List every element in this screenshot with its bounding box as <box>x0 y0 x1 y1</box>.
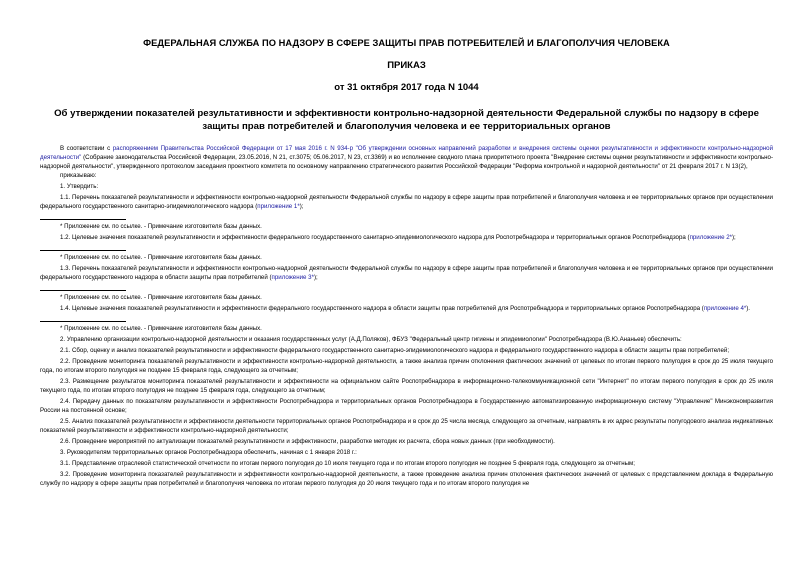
item-3-2: 3.2. Проведение мониторинга показателей результативности и эффективности контрольно-надзорной деятельности, а также проведение анализа причин отклонения фактических значений от целевых с представлением доклада в Федеральную службу по надзору в сфере защиты прав потребителей и благополучия человека по итогам первого полугодия до 20 июля текущего года и по итогам второго полугодия не <box>40 471 773 488</box>
item-1-4-text: 1.4. Целевые значения показателей результативности и эффективности федерального государственного надзора в области защиты прав потребителей для Роспотребнадзора и территориальных органов Роспотребнадзора ( <box>60 304 704 312</box>
appendix-4-link[interactable]: приложение 4* <box>703 304 747 312</box>
footnote-separator <box>40 219 126 220</box>
item-3-1: 3.1. Представление отраслевой статистической отчетности по итогам первого полугодия до 10 июля текущего года и по итогам второго полугодия не позднее 5 февраля года, следующего за отчетным; <box>60 460 635 468</box>
footnote-separator <box>40 321 126 322</box>
item-1-1-text: 1.1. Перечень показателей результативности и эффективности контрольно-надзорной деятельности Федеральной службы по надзору в сфере защиты прав потребителей и благополучия человека и ее территориальных органов при осуществлении федерального государственного санитарно-эпидемиологического надзора ( <box>40 193 773 210</box>
preamble-text-continued: (Собрание законодательства Российской Федерации, 23.05.2016, N 21, ст.3075; 05.06.2017, N 23, ст.3369) и во исполнение сводного плана приоритетного проекта "Внедрение системы оценки результативности и эффективности контрольно-надзорной деятельности", утвержденного протоколом заседания проектного комитета по основному направлению стратегического развития Российской Федерации "Реформа контрольной и надзорной деятельности" от 21 февраля 2017 г. N 13(2), <box>40 153 773 170</box>
document-type: ПРИКАЗ <box>387 60 426 71</box>
preamble-text: В соответствии с <box>60 145 113 152</box>
footnote: * Приложение см. по ссылке. - Примечание изготовителя базы данных. <box>60 324 262 332</box>
document-date: от 31 октября 2017 года N 1044 <box>334 82 479 93</box>
item-1-4 <box>40 305 773 314</box>
footnote: * Приложение см. по ссылке. - Примечание изготовителя базы данных. <box>60 222 262 230</box>
document-body <box>40 145 773 489</box>
item-1-2-text: 1.2. Целевые значения показателей результативности и эффективности федерального государственного санитарно-эпидемиологического надзора для Роспотребнадзора и территориальных органов Роспотребнадзора ( <box>60 233 690 241</box>
agency-heading: ФЕДЕРАЛЬНАЯ СЛУЖБА ПО НАДЗОРУ В СФЕРЕ ЗАЩИТЫ ПРАВ ПОТРЕБИТЕЛЕЙ И БЛАГОПОЛУЧИЯ ЧЕЛОВЕКА <box>143 38 670 48</box>
item-2: 2. Управлению организации контрольно-надзорной деятельности и оказания государственных услуг (А.Д.Поляков), ФБУЗ "Федеральный центр гигиены и эпидемиологии" Роспотребнадзора (В.Ю.Ананьев) обеспечить: <box>60 335 682 343</box>
item-1: 1. Утвердить: <box>60 182 99 190</box>
footnote-separator <box>40 250 126 251</box>
appendix-1-link[interactable]: приложение 1* <box>257 202 300 210</box>
item-2-3: 2.3. Размещение результатов мониторинга показателей результативности и эффективности на официальном сайте Роспотребнадзора в информационно-телекоммуникационной сети "Интернет" по итогам первого полугодия в срок до 25 июля текущего года, по итогам второго полугодия не позднее 15 февраля года, следующего за отчетным; <box>40 377 773 394</box>
item-1-2-end: ); <box>732 233 736 241</box>
item-1-1 <box>40 194 773 212</box>
item-1-3-end: ); <box>313 273 318 281</box>
item-1-3-text: 1.3. Перечень показателей результативности и эффективности контрольно-надзорной деятельности Федеральной службы по надзору в сфере защиты прав потребителей и благополучия человека и ее территориальных органов при осуществлении федерального государственного надзора в области защиты прав потребителей ( <box>40 264 773 281</box>
item-3: 3. Руководителям территориальных органов Роспотребнадзора обеспечить, начиная с 1 января 2018 г.: <box>60 449 357 456</box>
footnote: * Приложение см. по ссылке. - Примечание изготовителя базы данных. <box>60 253 262 261</box>
item-2-2: 2.2. Проведение мониторинга показателей результативности и эффективности контрольно-надзорной деятельности, а также анализа причин отклонения фактических значений от целевых по итогам первого полугодия в срок до 25 июля текущего года, по итогам второго полугодия не позднее 15 февраля года, следующего за отчетным; <box>40 357 773 374</box>
item-1-1-end: ); <box>299 202 304 210</box>
appendix-3-link[interactable]: приложение 3* <box>271 273 314 281</box>
appendix-2-link[interactable]: приложение 2* <box>689 233 733 241</box>
item-2-6: 2.6. Проведение мероприятий по актуализации показателей результативности и эффективности, разработке методик их расчета, сбора новых данных (при необходимости). <box>60 437 555 445</box>
item-1-4-end: ). <box>746 304 751 312</box>
footnote-separator <box>40 290 126 291</box>
item-2-4: 2.4. Передачу данных по показателям результативности и эффективности Роспотребнадзора и территориальных органов Роспотребнадзора в Государственную автоматизированную информационную систему "Управление" Минэкономразвития России на постоянной основе; <box>40 397 773 414</box>
document-title: Об утверждении показателей результативности и эффективности контрольно-надзорной деятельности Федеральной службы по надзору в сфере защиты прав потребителей и благополучия человека и ее территориальных органов <box>54 108 759 132</box>
item-1-3 <box>40 265 773 283</box>
item-2-5: 2.5. Анализ показателей результативности и эффективности деятельности территориальных органов Роспотребнадзора и в срок до 25 числа месяца, следующего за отчетным, направлять в их адрес результаты полугодового анализа индикативных показателей результативности и эффективности контрольно-надзорной деятельности; <box>40 417 773 434</box>
preamble-paragraph <box>40 145 773 172</box>
item-2-1: 2.1. Сбор, оценку и анализ показателей результативности и эффективности федерального государственного санитарно-эпидемиологического надзора и федерального государственного надзора в области защиты прав потребителей; <box>60 346 730 354</box>
footnote: * Приложение см. по ссылке. - Примечание изготовителя базы данных. <box>60 293 262 301</box>
government-order-link[interactable]: распоряжением Правительства Российской Федерации от 17 мая 2016 г. N 934-р "Об утверждении основных направлений разработки и внедрения системы оценки результативности и эффективности контрольно-надзорной деятельности" <box>40 145 773 161</box>
item-1-2 <box>40 234 773 243</box>
order-phrase: приказываю: <box>60 171 97 179</box>
